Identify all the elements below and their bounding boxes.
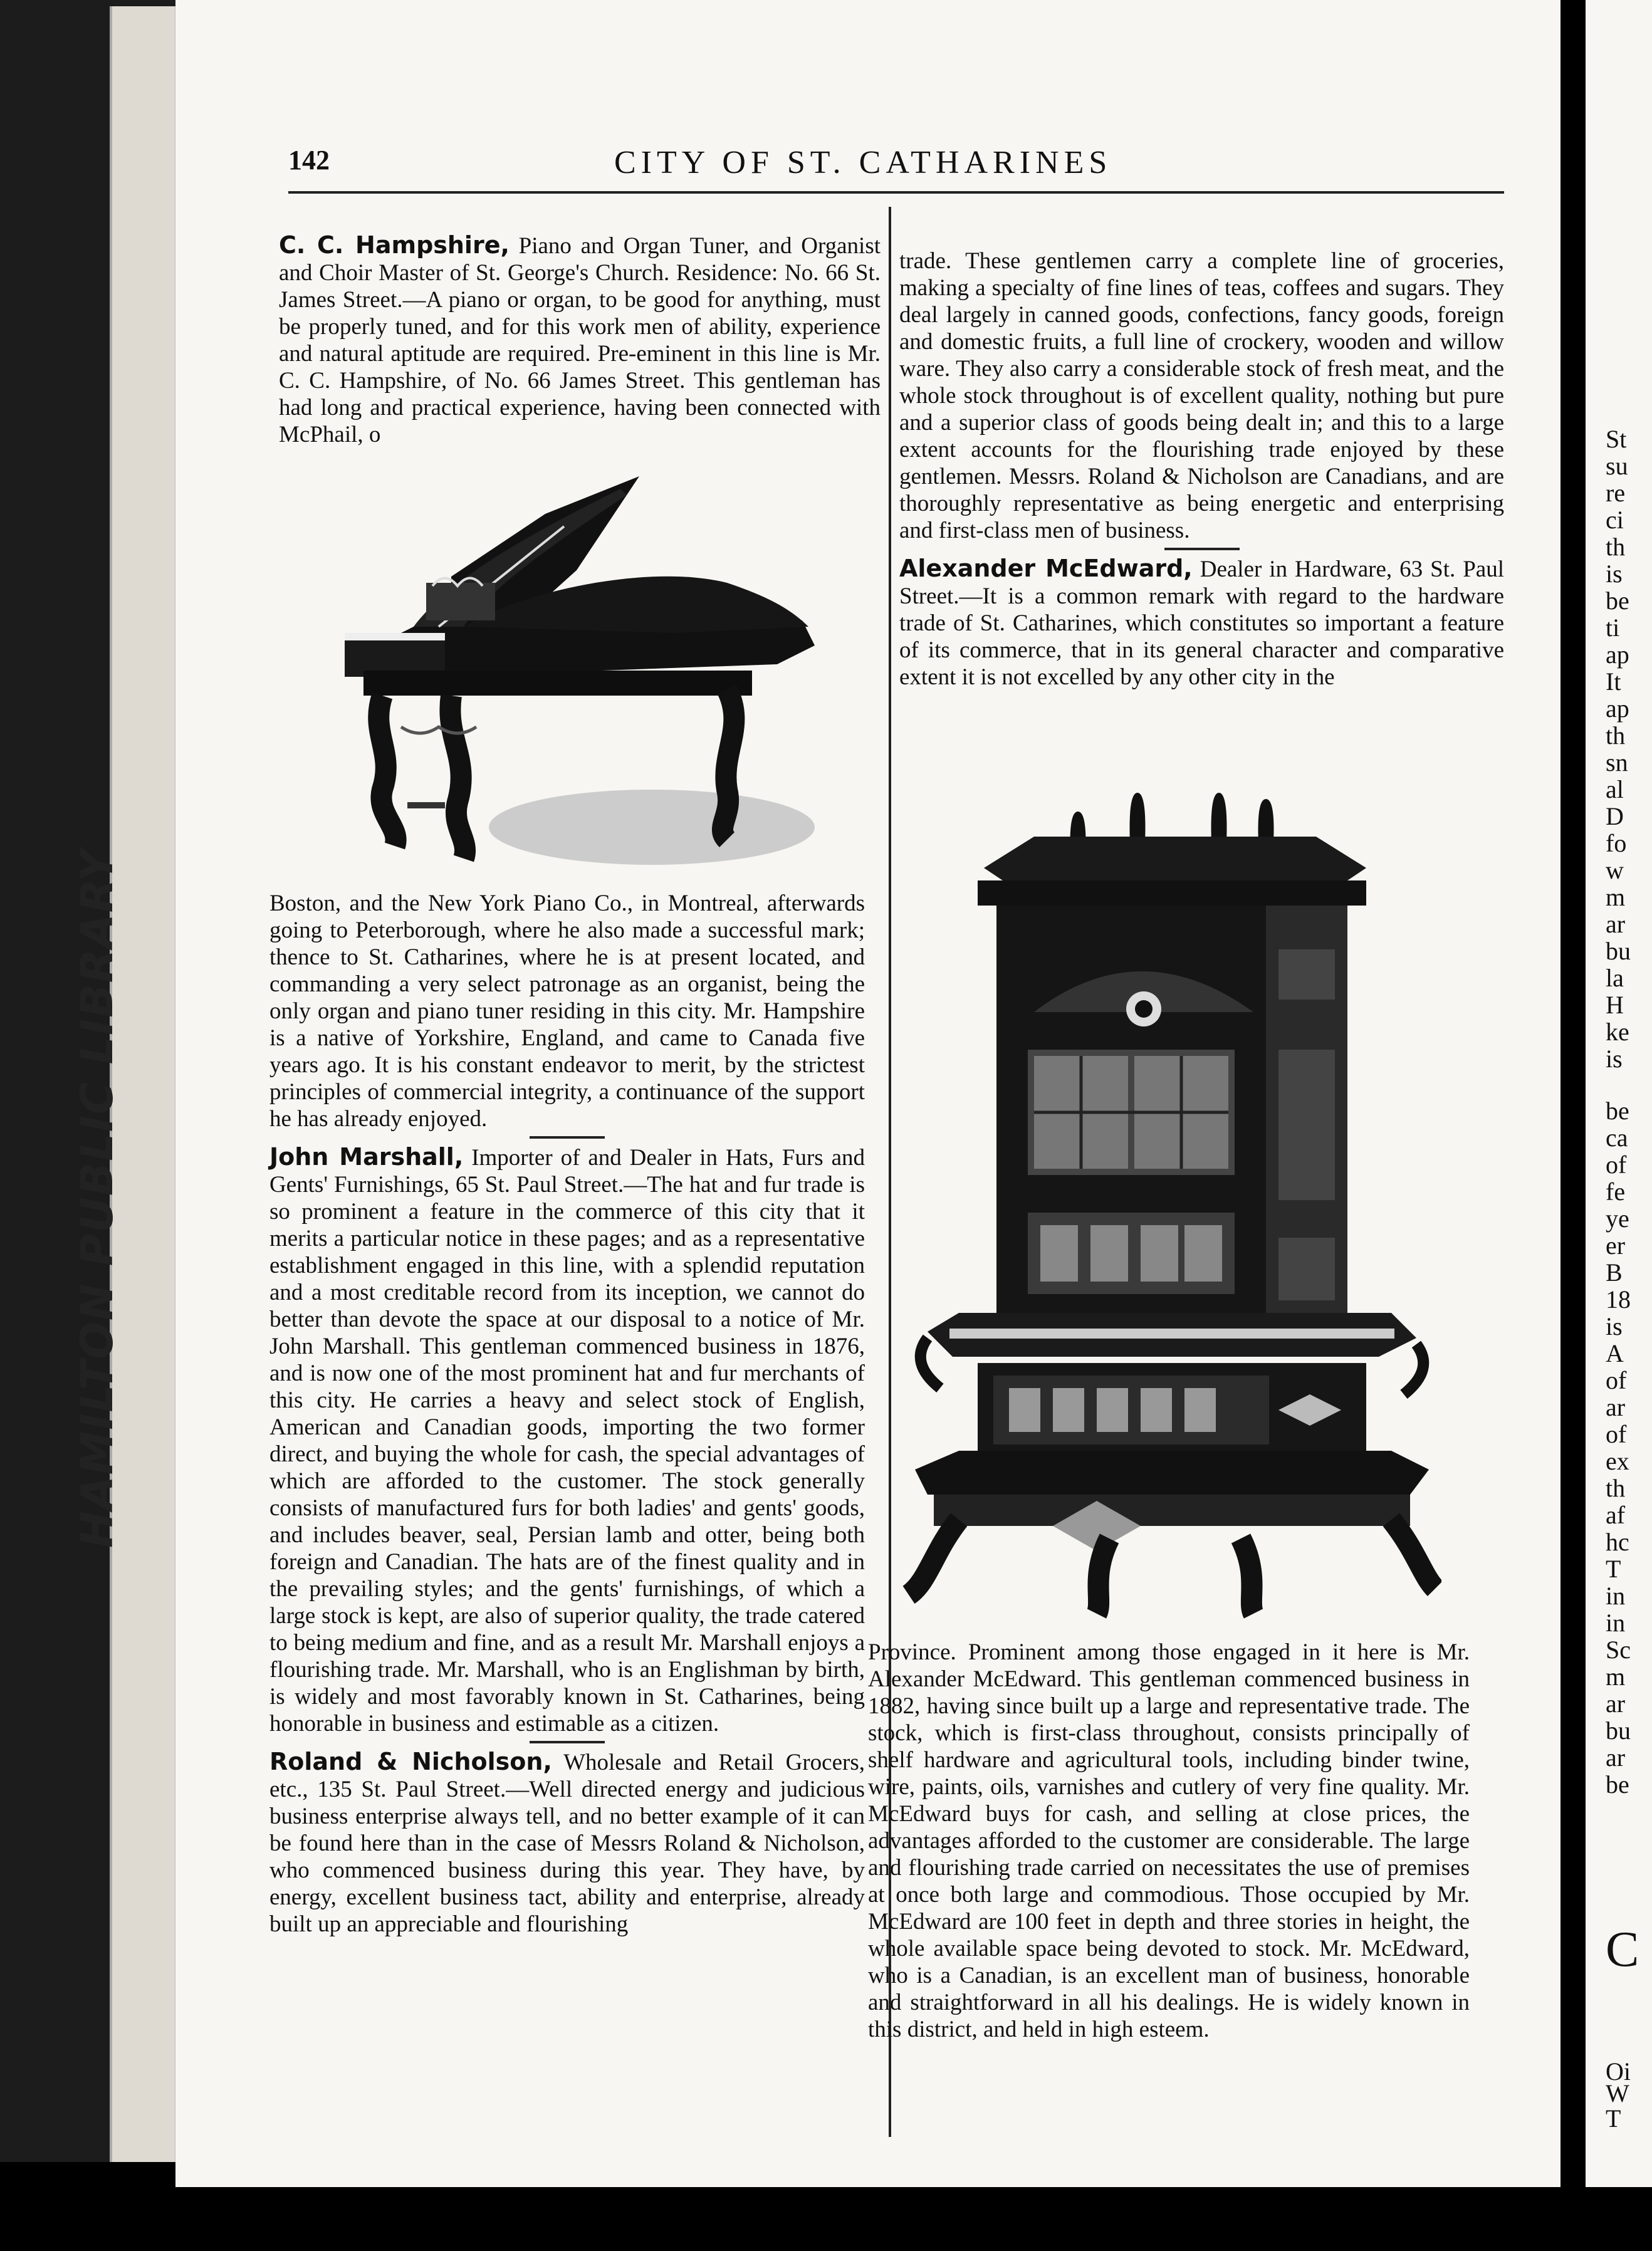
hampshire-text-1: Piano and Organ Tuner, and Organist and Choir Master of St. George's Church. Residence: No. 66 St. James Street.—A piano or organ, to be good for anything, must be properly tuned, and for this work men of ability, experience and natural aptitude are required. Pre-eminent in this line is Mr. C. C. Hampshire, of No. 66 James Street. This gentleman has had long and practical experience, having been connected with McPhail, o [279, 233, 881, 447]
next-page-fragment: al [1606, 775, 1624, 803]
hampshire-entry [279, 232, 881, 448]
next-page-fragment: be [1606, 587, 1629, 615]
next-page-fragment: th [1606, 721, 1626, 749]
hampshire-name: C. C. Hampshire, [279, 231, 510, 259]
roland-continued: trade. These gentlemen carry a complete line of groceries, making a specialty of fine lines of teas, coffees and sugars. They deal largely in canned goods, confections, fancy goods, foreign and domestic fruits, a full line of crockery, wooden and willow ware. They also carry a considerable stock of fresh meat, and the whole stock throughout is of excellent quality, nothing but pure and a superior class of goods being dealt in; and this to a large extent accounts for the flourishing trade enjoyed by these gentlemen. Messrs. Roland & Nicholson are Canadians, and are thoroughly representative as being energetic and enterprising and first-class men of business. [899, 248, 1504, 543]
next-page-fragment: Oi [1606, 2057, 1631, 2086]
next-page-fragment: It [1606, 667, 1621, 696]
next-page-fragment: bu [1606, 1716, 1631, 1745]
roland-text: Wholesale and Retail Grocers, etc., 135 St. Paul Street.—Well directed energy and judicious business enterprise always tell, and no better example of it can be found here than in the case of Messrs Roland & Nicholson, who commenced business during this year. They have, by energy, excellent business tact, ability and enterprise, already built up an appreciable and flourishing [269, 1750, 865, 1937]
next-page-sliver [1586, 0, 1652, 2187]
marshall-text: Importer of and Dealer in Hats, Furs and Gents' Furnishings, 65 St. Paul Street.—The hat and fur trade is so prominent a feature in the commerce of this city that it merits a particular notice in these pages; and as a representative establishment engaged in this line, with a splendid reputation and a most creditable record from its inception, we cannot do better than devote the space at our disposal to a notice of Mr. John Marshall. This gentleman commenced business in 1876, and is now one of the most prominent hat and fur merchants of this city. He carries a heavy and select stock of English, American and Canadian goods, importing the two former direct, and buying the whole for cash, the special advantages of which are afforded to the customer. The stock generally consists of manufactured furs for both ladies' and gents' goods, and includes beaver, seal, Persian lamb and otter, being both foreign and Canadian. The hats are of the finest quality and in the prevailing styles; and the gents' furnishings, of which a large stock is kept, are also of superior quality, the trade catered to being medium and fine, and as a result Mr. Marshall enjoys a flourishing trade. Mr. Marshall, who is an Englishman by birth, is widely and most favorably known in St. Catharines, being honorable in business and estimable as a citizen. [269, 1145, 865, 1737]
next-page-fragment: ap [1606, 694, 1629, 723]
page-number: 142 [288, 145, 330, 175]
next-page-fragment: A [1606, 1339, 1624, 1367]
parlor-stove-icon [890, 786, 1441, 1620]
library-stamp: HAMILTON PUBLIC LIBRARY [71, 849, 123, 1548]
next-page-fragment: B [1606, 1258, 1623, 1287]
page-gutter [1561, 0, 1586, 2187]
next-page-fragment: er [1606, 1231, 1626, 1260]
mcedward-text-1: Dealer in Hardware, 63 St. Paul Street.—It is a common remark with regard to the hardware trade of St. Catharines, which constitutes so important a feature of its commerce, that in its general character and comparative extent it is not excelled by any other city in the [899, 556, 1505, 690]
next-page-fragment: W [1606, 2079, 1629, 2107]
next-page-fragment: af [1606, 1501, 1626, 1529]
next-page-fragment: re [1606, 479, 1626, 507]
next-page-fragment: m [1606, 1663, 1626, 1691]
next-page-fragment: ar [1606, 1743, 1626, 1772]
next-page-fragment: St [1606, 425, 1627, 453]
next-page-fragment: in [1606, 1582, 1626, 1610]
next-page-fragment: fe [1606, 1178, 1626, 1206]
next-page-fragment: be [1606, 1097, 1629, 1125]
next-page-fragment: th [1606, 1474, 1626, 1502]
page-header [288, 144, 1604, 194]
next-page-fragment: ar [1606, 910, 1626, 938]
next-page-fragment: T [1606, 2104, 1621, 2133]
mcedward-text-2: Province. Prominent among those engaged in it here is Mr. Alexander McEdward. This gentleman commenced business in 1882, having since built up a large and representative trade. The stock, which is first-class throughout, consists principally of shelf hardware and agricultural tools, including binder twine, wire, paints, oils, varnishes and cutlery of very fine quality. Mr. McEdward buys for cash, and selling at close prices, the advantages afforded to the customer are considerable. The large and flourishing trade carried on necessitates the use of premises at once both large and commodious. Those occupied by Mr. McEdward are 100 feet in depth and three stories in height, the whole available space being devoted to stock. Mr. McEdward, who is a Canadian, is an excellent man of business, honorable and straightforward in all his dealings. He is widely known in this district, and held in high esteem. [868, 1639, 1470, 2042]
next-page-fragment: ti [1606, 614, 1620, 642]
next-page-fragment: is [1606, 560, 1623, 588]
next-page-fragment: ci [1606, 506, 1624, 534]
header-rule [288, 191, 1504, 194]
next-page-fragment: is [1606, 1045, 1623, 1073]
next-page-fragment: is [1606, 1312, 1623, 1340]
next-page-fragment: m [1606, 883, 1626, 911]
next-page-fragment: ap [1606, 640, 1629, 669]
next-page-fragment: ar [1606, 1393, 1626, 1421]
next-page-fragment: ar [1606, 1690, 1626, 1718]
roland-name: Roland & Nicholson, [269, 1748, 552, 1775]
right-column-top [899, 248, 1504, 691]
next-page-fragment: of [1606, 1151, 1627, 1179]
next-page-fragment: la [1606, 964, 1624, 992]
hampshire-text-2: Boston, and the New York Piano Co., in Montreal, afterwards going to Peterborough, where he also made a successful mark; thence to St. Catharines, where he is at present located, and commanding a very select patronage as an organist, being the only organ and piano tuner residing in this city. Mr. Hampshire is a native of Yorkshire, England, and came to Canada five years ago. It is his constant endeavor to merit, by the strictest principles of commercial integrity, a continuance of the support he has already enjoyed. [269, 890, 865, 1132]
grand-piano-icon [326, 476, 827, 890]
next-page-fragment: in [1606, 1609, 1626, 1637]
next-page-fragment: ex [1606, 1447, 1629, 1475]
next-page-fragment: Sc [1606, 1636, 1631, 1664]
next-page-fragment: be [1606, 1770, 1629, 1799]
next-page-fragment: of [1606, 1420, 1627, 1448]
next-page-fragment: of [1606, 1366, 1627, 1394]
next-page-fragment: ca [1606, 1124, 1628, 1152]
running-title: CITY OF ST. CATHARINES [614, 145, 1112, 180]
next-page-fragment: th [1606, 533, 1626, 561]
next-page-fragment: w [1606, 856, 1624, 884]
next-page-fragment: T [1606, 1555, 1621, 1583]
next-page-fragment: H [1606, 991, 1624, 1019]
next-page-fragment: ke [1606, 1018, 1629, 1046]
next-page-fragment: hc [1606, 1528, 1629, 1556]
entry-separator [1164, 548, 1240, 550]
marshall-name: John Marshall, [269, 1143, 464, 1171]
next-page-fragment: C [1606, 1922, 1639, 1977]
next-page-fragment: sn [1606, 748, 1628, 776]
left-column-body [269, 890, 865, 1938]
next-page-fragment: bu [1606, 937, 1631, 965]
entry-separator [530, 1741, 605, 1743]
next-page-fragment: fo [1606, 829, 1627, 857]
scan-border [175, 2187, 1652, 2251]
next-page-fragment: su [1606, 452, 1628, 480]
right-column-bottom [868, 1639, 1470, 2043]
next-page-fragment: 18 [1606, 1285, 1631, 1314]
next-page-fragment: D [1606, 802, 1624, 830]
mcedward-name: Alexander McEdward, [899, 555, 1193, 582]
next-page-fragment: ye [1606, 1204, 1629, 1233]
entry-separator [530, 1136, 605, 1139]
